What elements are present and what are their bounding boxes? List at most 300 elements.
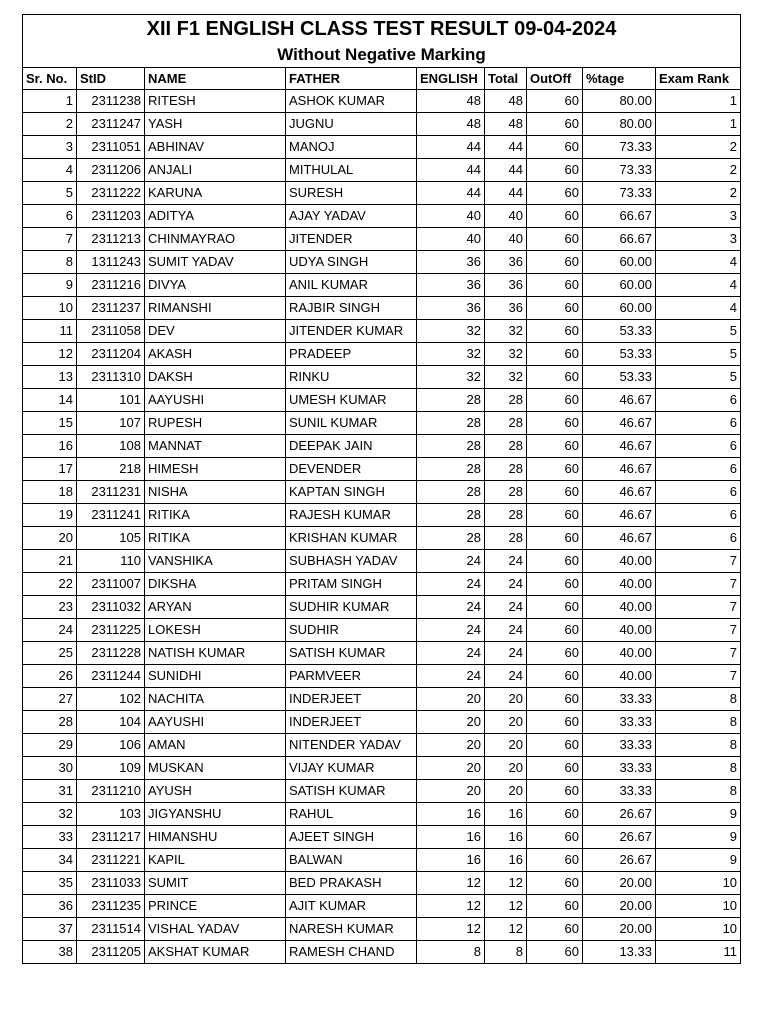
cell-name: VISHAL YADAV xyxy=(145,918,286,941)
cell-sr-no: 31 xyxy=(23,780,77,803)
cell-name: AAYUSHI xyxy=(145,389,286,412)
column-header-stid: StID xyxy=(77,68,145,90)
cell-sr-no: 28 xyxy=(23,711,77,734)
column-header-english: ENGLISH xyxy=(417,68,485,90)
cell-total: 36 xyxy=(485,274,527,297)
cell-exam-rank: 5 xyxy=(656,366,741,389)
cell-sr-no: 5 xyxy=(23,182,77,205)
cell-sr-no: 4 xyxy=(23,159,77,182)
cell-father: AJIT KUMAR xyxy=(286,895,417,918)
cell-total: 44 xyxy=(485,136,527,159)
cell-total: 8 xyxy=(485,941,527,964)
cell-stid: 1311243 xyxy=(77,251,145,274)
cell-total: 20 xyxy=(485,688,527,711)
cell-total: 36 xyxy=(485,251,527,274)
cell-sr-no: 34 xyxy=(23,849,77,872)
cell-exam-rank: 3 xyxy=(656,228,741,251)
cell-exam-rank: 8 xyxy=(656,688,741,711)
cell-father: PRADEEP xyxy=(286,343,417,366)
cell-exam-rank: 7 xyxy=(656,550,741,573)
cell-total: 40 xyxy=(485,228,527,251)
cell-exam-rank: 6 xyxy=(656,527,741,550)
cell-outoff: 60 xyxy=(527,872,583,895)
cell-stid: 2311058 xyxy=(77,320,145,343)
cell-percentage: 66.67 xyxy=(583,205,656,228)
cell-name: PRINCE xyxy=(145,895,286,918)
cell-father: VIJAY KUMAR xyxy=(286,757,417,780)
cell-stid: 107 xyxy=(77,412,145,435)
cell-exam-rank: 10 xyxy=(656,918,741,941)
cell-name: ABHINAV xyxy=(145,136,286,159)
table-row xyxy=(23,711,741,734)
column-header-father: FATHER xyxy=(286,68,417,90)
cell-exam-rank: 11 xyxy=(656,941,741,964)
cell-outoff: 60 xyxy=(527,113,583,136)
cell-english: 28 xyxy=(417,435,485,458)
cell-exam-rank: 8 xyxy=(656,711,741,734)
cell-percentage: 73.33 xyxy=(583,182,656,205)
cell-exam-rank: 5 xyxy=(656,343,741,366)
cell-english: 24 xyxy=(417,665,485,688)
table-row xyxy=(23,90,741,113)
cell-stid: 2311051 xyxy=(77,136,145,159)
cell-name: SUMIT YADAV xyxy=(145,251,286,274)
table-row xyxy=(23,642,741,665)
cell-stid: 104 xyxy=(77,711,145,734)
cell-stid: 109 xyxy=(77,757,145,780)
cell-english: 40 xyxy=(417,228,485,251)
cell-percentage: 53.33 xyxy=(583,320,656,343)
cell-exam-rank: 6 xyxy=(656,389,741,412)
cell-exam-rank: 2 xyxy=(656,182,741,205)
cell-total: 16 xyxy=(485,849,527,872)
cell-sr-no: 27 xyxy=(23,688,77,711)
cell-percentage: 20.00 xyxy=(583,918,656,941)
cell-sr-no: 1 xyxy=(23,90,77,113)
cell-name: VANSHIKA xyxy=(145,550,286,573)
cell-exam-rank: 8 xyxy=(656,780,741,803)
cell-exam-rank: 10 xyxy=(656,895,741,918)
cell-outoff: 60 xyxy=(527,596,583,619)
cell-exam-rank: 7 xyxy=(656,665,741,688)
cell-exam-rank: 1 xyxy=(656,90,741,113)
cell-sr-no: 13 xyxy=(23,366,77,389)
cell-name: RITESH xyxy=(145,90,286,113)
cell-sr-no: 25 xyxy=(23,642,77,665)
cell-stid: 2311217 xyxy=(77,826,145,849)
cell-father: NARESH KUMAR xyxy=(286,918,417,941)
cell-outoff: 60 xyxy=(527,389,583,412)
cell-father: ANIL KUMAR xyxy=(286,274,417,297)
cell-father: UMESH KUMAR xyxy=(286,389,417,412)
cell-percentage: 60.00 xyxy=(583,251,656,274)
cell-outoff: 60 xyxy=(527,435,583,458)
cell-percentage: 40.00 xyxy=(583,665,656,688)
cell-name: RITIKA xyxy=(145,527,286,550)
table-row xyxy=(23,895,741,918)
cell-outoff: 60 xyxy=(527,504,583,527)
cell-name: AYUSH xyxy=(145,780,286,803)
cell-total: 36 xyxy=(485,297,527,320)
cell-english: 24 xyxy=(417,596,485,619)
cell-total: 28 xyxy=(485,412,527,435)
cell-father: MANOJ xyxy=(286,136,417,159)
cell-exam-rank: 10 xyxy=(656,872,741,895)
cell-stid: 2311210 xyxy=(77,780,145,803)
cell-percentage: 13.33 xyxy=(583,941,656,964)
cell-exam-rank: 9 xyxy=(656,826,741,849)
result-sheet xyxy=(22,14,740,964)
cell-total: 24 xyxy=(485,596,527,619)
cell-father: KAPTAN SINGH xyxy=(286,481,417,504)
cell-exam-rank: 2 xyxy=(656,136,741,159)
cell-name: JIGYANSHU xyxy=(145,803,286,826)
cell-father: UDYA SINGH xyxy=(286,251,417,274)
cell-father: JITENDER xyxy=(286,228,417,251)
cell-total: 24 xyxy=(485,642,527,665)
cell-outoff: 60 xyxy=(527,136,583,159)
cell-outoff: 60 xyxy=(527,228,583,251)
cell-total: 12 xyxy=(485,918,527,941)
cell-total: 28 xyxy=(485,481,527,504)
cell-stid: 105 xyxy=(77,527,145,550)
page-subtitle: Without Negative Marking xyxy=(23,43,741,68)
cell-total: 28 xyxy=(485,458,527,481)
cell-father: SUDHIR xyxy=(286,619,417,642)
cell-name: MUSKAN xyxy=(145,757,286,780)
cell-total: 48 xyxy=(485,90,527,113)
cell-exam-rank: 4 xyxy=(656,251,741,274)
cell-sr-no: 10 xyxy=(23,297,77,320)
cell-name: NATISH KUMAR xyxy=(145,642,286,665)
cell-outoff: 60 xyxy=(527,343,583,366)
cell-percentage: 46.67 xyxy=(583,435,656,458)
cell-sr-no: 15 xyxy=(23,412,77,435)
cell-father: INDERJEET xyxy=(286,688,417,711)
table-row xyxy=(23,320,741,343)
cell-father: ASHOK KUMAR xyxy=(286,90,417,113)
table-row xyxy=(23,872,741,895)
cell-percentage: 60.00 xyxy=(583,274,656,297)
cell-outoff: 60 xyxy=(527,642,583,665)
cell-name: LOKESH xyxy=(145,619,286,642)
cell-english: 32 xyxy=(417,366,485,389)
cell-total: 28 xyxy=(485,527,527,550)
cell-english: 32 xyxy=(417,343,485,366)
cell-outoff: 60 xyxy=(527,412,583,435)
cell-outoff: 60 xyxy=(527,941,583,964)
cell-percentage: 33.33 xyxy=(583,711,656,734)
cell-name: AAYUSHI xyxy=(145,711,286,734)
cell-percentage: 40.00 xyxy=(583,642,656,665)
cell-english: 20 xyxy=(417,688,485,711)
cell-stid: 2311007 xyxy=(77,573,145,596)
cell-exam-rank: 9 xyxy=(656,803,741,826)
table-row xyxy=(23,826,741,849)
table-row xyxy=(23,182,741,205)
cell-english: 16 xyxy=(417,803,485,826)
cell-outoff: 60 xyxy=(527,550,583,573)
table-row xyxy=(23,389,741,412)
cell-exam-rank: 4 xyxy=(656,297,741,320)
cell-percentage: 53.33 xyxy=(583,366,656,389)
cell-percentage: 46.67 xyxy=(583,527,656,550)
cell-percentage: 53.33 xyxy=(583,343,656,366)
cell-english: 20 xyxy=(417,780,485,803)
cell-name: NACHITA xyxy=(145,688,286,711)
table-row xyxy=(23,849,741,872)
column-header-exam-rank: Exam Rank xyxy=(656,68,741,90)
cell-english: 36 xyxy=(417,297,485,320)
cell-name: YASH xyxy=(145,113,286,136)
cell-total: 48 xyxy=(485,113,527,136)
cell-exam-rank: 6 xyxy=(656,481,741,504)
cell-father: BALWAN xyxy=(286,849,417,872)
cell-stid: 2311241 xyxy=(77,504,145,527)
cell-english: 28 xyxy=(417,458,485,481)
cell-name: ARYAN xyxy=(145,596,286,619)
cell-stid: 2311206 xyxy=(77,159,145,182)
cell-father: AJAY YADAV xyxy=(286,205,417,228)
cell-total: 12 xyxy=(485,895,527,918)
cell-stid: 2311244 xyxy=(77,665,145,688)
cell-stid: 2311213 xyxy=(77,228,145,251)
cell-sr-no: 22 xyxy=(23,573,77,596)
cell-outoff: 60 xyxy=(527,251,583,274)
cell-sr-no: 8 xyxy=(23,251,77,274)
cell-father: RAMESH CHAND xyxy=(286,941,417,964)
cell-father: SATISH KUMAR xyxy=(286,642,417,665)
cell-sr-no: 12 xyxy=(23,343,77,366)
cell-father: MITHULAL xyxy=(286,159,417,182)
cell-father: SUNIL KUMAR xyxy=(286,412,417,435)
cell-percentage: 20.00 xyxy=(583,872,656,895)
cell-stid: 2311205 xyxy=(77,941,145,964)
cell-sr-no: 7 xyxy=(23,228,77,251)
cell-percentage: 80.00 xyxy=(583,90,656,113)
cell-stid: 2311204 xyxy=(77,343,145,366)
cell-father: PRITAM SINGH xyxy=(286,573,417,596)
table-row xyxy=(23,458,741,481)
cell-percentage: 46.67 xyxy=(583,504,656,527)
cell-percentage: 26.67 xyxy=(583,849,656,872)
cell-percentage: 40.00 xyxy=(583,596,656,619)
cell-name: NISHA xyxy=(145,481,286,504)
table-row xyxy=(23,550,741,573)
table-row xyxy=(23,504,741,527)
cell-total: 28 xyxy=(485,504,527,527)
cell-total: 28 xyxy=(485,435,527,458)
cell-total: 20 xyxy=(485,734,527,757)
table-row xyxy=(23,757,741,780)
table-row xyxy=(23,665,741,688)
cell-stid: 218 xyxy=(77,458,145,481)
cell-stid: 2311235 xyxy=(77,895,145,918)
cell-stid: 2311237 xyxy=(77,297,145,320)
cell-outoff: 60 xyxy=(527,458,583,481)
cell-stid: 103 xyxy=(77,803,145,826)
table-row xyxy=(23,366,741,389)
cell-total: 20 xyxy=(485,780,527,803)
cell-outoff: 60 xyxy=(527,757,583,780)
cell-percentage: 26.67 xyxy=(583,803,656,826)
cell-percentage: 40.00 xyxy=(583,619,656,642)
cell-father: DEVENDER xyxy=(286,458,417,481)
cell-father: RAJBIR SINGH xyxy=(286,297,417,320)
cell-total: 24 xyxy=(485,665,527,688)
cell-sr-no: 21 xyxy=(23,550,77,573)
cell-total: 24 xyxy=(485,619,527,642)
cell-sr-no: 38 xyxy=(23,941,77,964)
cell-percentage: 66.67 xyxy=(583,228,656,251)
cell-english: 28 xyxy=(417,389,485,412)
cell-percentage: 33.33 xyxy=(583,734,656,757)
cell-outoff: 60 xyxy=(527,481,583,504)
cell-english: 12 xyxy=(417,918,485,941)
cell-percentage: 33.33 xyxy=(583,688,656,711)
cell-name: MANNAT xyxy=(145,435,286,458)
cell-sr-no: 23 xyxy=(23,596,77,619)
cell-percentage: 46.67 xyxy=(583,481,656,504)
cell-exam-rank: 6 xyxy=(656,458,741,481)
cell-percentage: 33.33 xyxy=(583,757,656,780)
cell-total: 40 xyxy=(485,205,527,228)
cell-english: 20 xyxy=(417,757,485,780)
cell-outoff: 60 xyxy=(527,297,583,320)
cell-sr-no: 35 xyxy=(23,872,77,895)
cell-english: 20 xyxy=(417,734,485,757)
cell-english: 44 xyxy=(417,182,485,205)
cell-total: 16 xyxy=(485,803,527,826)
cell-sr-no: 37 xyxy=(23,918,77,941)
table-row xyxy=(23,918,741,941)
cell-outoff: 60 xyxy=(527,274,583,297)
cell-father: SURESH xyxy=(286,182,417,205)
cell-outoff: 60 xyxy=(527,711,583,734)
cell-total: 12 xyxy=(485,872,527,895)
cell-percentage: 46.67 xyxy=(583,412,656,435)
table-row xyxy=(23,343,741,366)
cell-outoff: 60 xyxy=(527,895,583,918)
cell-english: 8 xyxy=(417,941,485,964)
cell-total: 20 xyxy=(485,757,527,780)
cell-sr-no: 36 xyxy=(23,895,77,918)
cell-english: 28 xyxy=(417,527,485,550)
cell-outoff: 60 xyxy=(527,320,583,343)
cell-outoff: 60 xyxy=(527,734,583,757)
cell-english: 16 xyxy=(417,826,485,849)
cell-total: 44 xyxy=(485,182,527,205)
column-header-outoff: OutOff xyxy=(527,68,583,90)
cell-outoff: 60 xyxy=(527,688,583,711)
cell-percentage: 33.33 xyxy=(583,780,656,803)
cell-exam-rank: 7 xyxy=(656,642,741,665)
cell-stid: 102 xyxy=(77,688,145,711)
cell-outoff: 60 xyxy=(527,159,583,182)
cell-stid: 108 xyxy=(77,435,145,458)
cell-stid: 2311221 xyxy=(77,849,145,872)
cell-outoff: 60 xyxy=(527,366,583,389)
cell-stid: 2311514 xyxy=(77,918,145,941)
cell-stid: 106 xyxy=(77,734,145,757)
cell-sr-no: 32 xyxy=(23,803,77,826)
cell-exam-rank: 7 xyxy=(656,596,741,619)
cell-stid: 2311033 xyxy=(77,872,145,895)
cell-father: INDERJEET xyxy=(286,711,417,734)
cell-percentage: 40.00 xyxy=(583,573,656,596)
cell-sr-no: 18 xyxy=(23,481,77,504)
table-row xyxy=(23,780,741,803)
cell-name: ANJALI xyxy=(145,159,286,182)
cell-exam-rank: 7 xyxy=(656,573,741,596)
cell-exam-rank: 9 xyxy=(656,849,741,872)
result-table xyxy=(22,14,741,964)
cell-english: 16 xyxy=(417,849,485,872)
cell-exam-rank: 8 xyxy=(656,757,741,780)
cell-father: DEEPAK JAIN xyxy=(286,435,417,458)
table-row xyxy=(23,941,741,964)
table-row xyxy=(23,688,741,711)
cell-stid: 2311310 xyxy=(77,366,145,389)
cell-percentage: 46.67 xyxy=(583,458,656,481)
table-row xyxy=(23,205,741,228)
cell-name: RUPESH xyxy=(145,412,286,435)
cell-sr-no: 11 xyxy=(23,320,77,343)
table-row xyxy=(23,734,741,757)
page-title: XII F1 ENGLISH CLASS TEST RESULT 09-04-2024 xyxy=(23,15,741,44)
table-row xyxy=(23,113,741,136)
column-header-sr-no: Sr. No. xyxy=(23,68,77,90)
column-header-total: Total xyxy=(485,68,527,90)
cell-name: RITIKA xyxy=(145,504,286,527)
cell-exam-rank: 6 xyxy=(656,412,741,435)
cell-exam-rank: 6 xyxy=(656,435,741,458)
cell-total: 32 xyxy=(485,320,527,343)
cell-stid: 2311231 xyxy=(77,481,145,504)
cell-outoff: 60 xyxy=(527,665,583,688)
cell-total: 24 xyxy=(485,550,527,573)
cell-total: 32 xyxy=(485,343,527,366)
cell-english: 36 xyxy=(417,251,485,274)
cell-exam-rank: 7 xyxy=(656,619,741,642)
cell-percentage: 80.00 xyxy=(583,113,656,136)
cell-sr-no: 33 xyxy=(23,826,77,849)
table-body xyxy=(23,90,741,964)
table-row xyxy=(23,412,741,435)
cell-english: 24 xyxy=(417,619,485,642)
cell-english: 24 xyxy=(417,550,485,573)
cell-english: 12 xyxy=(417,872,485,895)
cell-english: 40 xyxy=(417,205,485,228)
cell-father: RAJESH KUMAR xyxy=(286,504,417,527)
cell-stid: 2311247 xyxy=(77,113,145,136)
header-row xyxy=(23,68,741,90)
cell-percentage: 73.33 xyxy=(583,159,656,182)
cell-english: 48 xyxy=(417,90,485,113)
cell-stid: 2311222 xyxy=(77,182,145,205)
cell-sr-no: 24 xyxy=(23,619,77,642)
cell-percentage: 60.00 xyxy=(583,297,656,320)
cell-name: SUNIDHI xyxy=(145,665,286,688)
cell-sr-no: 2 xyxy=(23,113,77,136)
cell-percentage: 73.33 xyxy=(583,136,656,159)
table-row xyxy=(23,619,741,642)
cell-percentage: 26.67 xyxy=(583,826,656,849)
cell-english: 48 xyxy=(417,113,485,136)
table-row xyxy=(23,596,741,619)
cell-sr-no: 6 xyxy=(23,205,77,228)
cell-english: 28 xyxy=(417,412,485,435)
